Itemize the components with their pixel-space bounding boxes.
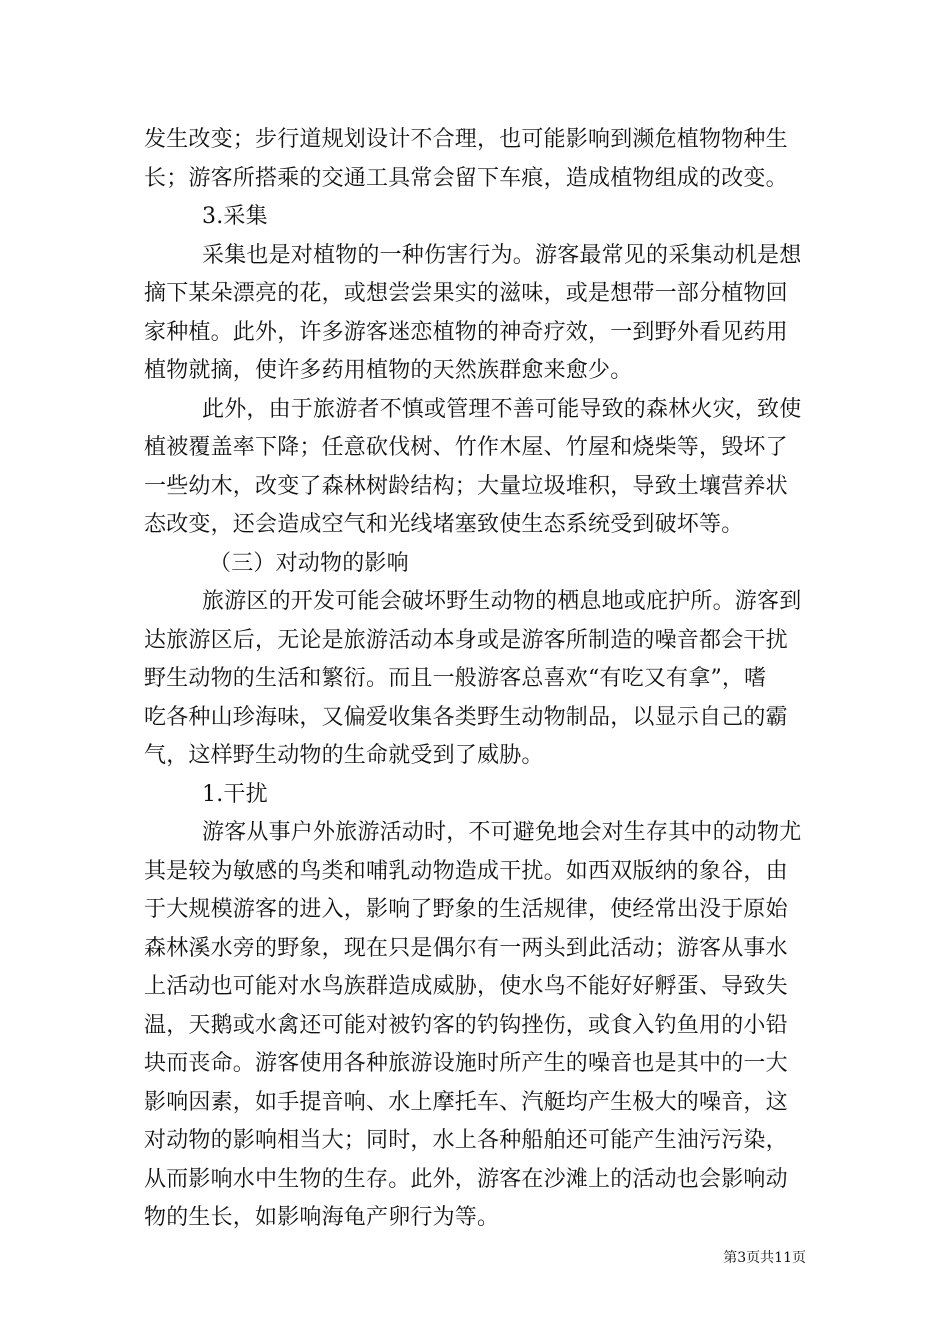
paragraph-start: 游客从事户外旅游活动时，不可避免地会对生存其中的动物尤 [202,820,802,845]
subsection-heading: 1.干扰 [202,781,268,807]
page-number: 第3页共11页 [723,1250,806,1266]
text-line: 森林溪水旁的野象，现在只是偶尔有一两头到此活动；游客从事水 [144,935,788,961]
text-line: 态改变，还会造成空气和光线堵塞致使生态系统受到破坏等。 [144,512,744,537]
text-line: 植被覆盖率下降；任意砍伐树、竹作木屋、竹屋和烧柴等，毁坏了 [144,435,788,460]
text-line: 植物就摘，使许多药用植物的天然族群愈来愈少。 [144,358,633,383]
text-line: 物的生长，如影响海龟产卵行为等。 [144,1205,500,1230]
text-line: 其是较为敏感的鸟类和哺乳动物造成干扰。如西双版纳的象谷，由 [144,858,788,884]
text-line: 家种植。此外，许多游客迷恋植物的神奇疗效，一到野外看见药用 [144,319,788,345]
text-line: 气，这样野生动物的生命就受到了威胁。 [144,743,544,768]
paragraph-start: 旅游区的开发可能会破坏野生动物的栖息地或庇护所。游客到 [202,589,802,614]
text-line: 影响因素，如手提音响、水上摩托车、汽艇均产生极大的噪音，这 [144,1089,788,1115]
paragraph-start: 此外，由于旅游者不慎或管理不善可能导致的森林火灾，致使 [202,396,802,422]
document-body [144,121,806,1238]
text-line: 长；游客所搭乘的交通工具常会留下车痕，造成植物组成的改变。 [144,165,788,191]
paragraph-start: 采集也是对植物的一种伤害行为。游客最常见的采集动机是想 [202,242,802,268]
section-heading: （三）对动物的影响 [209,550,409,576]
text-line: 发生改变；步行道规划设计不合理，也可能影响到濒危植物物种生 [144,127,788,152]
subsection-heading: 3.采集 [202,204,268,229]
text-line: 于大规模游客的进入，影响了野象的生活规律，使经常出没于原始 [144,897,788,922]
text-line: 摘下某朵漂亮的花，或想尝尝果实的滋味，或是想带一部分植物回 [144,281,788,306]
text-line: 一些幼木，改变了森林树龄结构；大量垃圾堆积，导致土壤营养状 [144,473,788,499]
text-line: 野生动物的生活和繁衍。而且一般游客总喜欢“有吃又有拿”，嗜 [144,666,767,691]
text-line: 吃各种山珍海味，又偏爱收集各类野生动物制品，以显示自己的霸 [144,704,788,730]
text-line: 达旅游区后，无论是旅游活动本身或是游客所制造的噪音都会干扰 [144,627,788,653]
text-line: 对动物的影响相当大；同时，水上各种船舶还可能产生油污污染， [144,1128,788,1153]
text-line: 块而丧命。游客使用各种旅游设施时所产生的噪音也是其中的一大 [144,1051,788,1076]
text-line: 上活动也可能对水鸟族群造成威胁，使水鸟不能好好孵蛋、导致失 [144,974,788,999]
text-line: 温，天鹅或水禽还可能对被钓客的钓钩挫伤，或食入钓鱼用的小铅 [144,1012,788,1038]
text-line: 从而影响水中生物的生存。此外，游客在沙滩上的活动也会影响动 [144,1166,788,1192]
